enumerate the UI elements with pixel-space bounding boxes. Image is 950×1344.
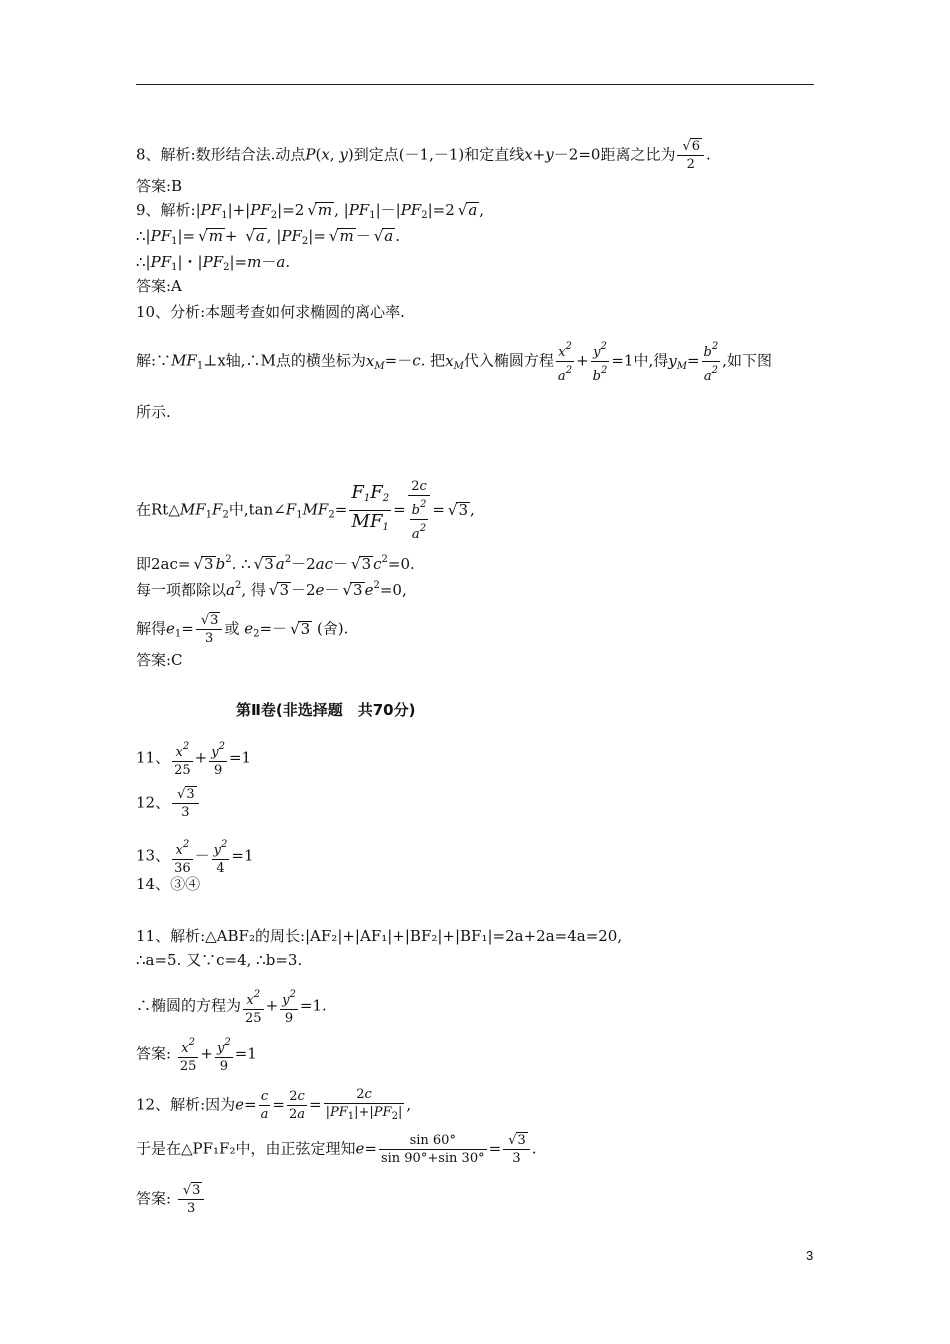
s12-line1: 12、解析:因为e= $\frac{c}{a}$ = $\frac{2c}{2a}$ = $\frac{2c}{|PF_1|+|PF_2|}$ , [136, 1087, 412, 1122]
answer-14: 14、③④ [136, 875, 201, 893]
q9-solution: 9、解析$:|PF_1|+|PF_2|=2√$ m , $|PF_1|-|PF_2|=2√$ a , [136, 200, 484, 226]
q8-solution: 8、解析:数形结合法.动点P(x, y)到定点(－1,－1)和定直线x+y－2=0距离之比为 √ $\frac{6}{2}$ . [136, 138, 711, 173]
s12-answer: 答案: √ $\frac{3}{3}$ [136, 1182, 206, 1217]
q10-step2: 每一项都除以$a^2$, 得√ 3 －2e－√ 3 $e^2=0$, [136, 576, 407, 600]
page-number: 3 [806, 1248, 814, 1263]
section-title: 第Ⅱ卷(非选择题 共70分) [236, 701, 416, 719]
s11-answer: 答案: $\frac{x^2}{25}$ + $\frac{y^2}{9}$ =1 [136, 1034, 257, 1075]
s11-line3: ∴椭圆的方程为 $\frac{x^2}{25}$ + $\frac{y^2}{9}$ =1. [136, 986, 327, 1027]
q10-solution: 解$:\because MF_1\perp x$轴,∴M点的横坐标为$x_M=-c$. 把$x_M$代入椭圆方程 $\frac{x^2}{a^2}$ + $\frac{y^2}{b^2}$ =1中,得$y_M=$ $\frac{b^2}{a^2}$ ,如下图 [136, 338, 772, 385]
q10-tan: 在$Rt\triangle MF_1F_2$中$,\tan\angle F_1MF_2=$ $\frac{F_1F_2}{MF_1}$ = $\frac{2c}{\frac{b^2}{a^2}}$ =√ 3 , [136, 478, 475, 543]
answer-12: 12、 √ $\frac{3}{3}$ [136, 786, 201, 821]
q10-step3: 解得$e_1=$ √ $\frac{3}{3}$ 或 $e_2=-√$ 3 (舍). [136, 612, 348, 647]
q9-step3: $\therefore|PF_1|$・$|PF_2|=m-a$. [136, 253, 291, 273]
answer-13: 13、 $\frac{x^2}{36}$ － $\frac{y^2}{4}$ =1 [136, 836, 254, 877]
q10-answer: 答案:C [136, 651, 183, 669]
answer-11: 11、 $\frac{x^2}{25}$ + $\frac{y^2}{9}$ =1 [136, 738, 251, 779]
q8-answer: 答案:B [136, 177, 183, 195]
q9-answer: 答案:A [136, 277, 182, 295]
s12-line2: 于是在△PF₁F₂中，由正弦定理知e= $\frac{\sin 60^\circ}{\sin 90^\circ+\sin 30^\circ}$ = √ $\frac{3}{3}$ . [136, 1132, 537, 1167]
header-rule [136, 84, 814, 85]
q10-step1: 即2ac=√ 3 $b^2$. ∴√ 3 $a^2-2ac-√$ 3 $c^2=0$. [136, 550, 415, 574]
q9-step2: $\therefore|PF_1|=√$ m + √ a , $|PF_2|=√$ m －√ a . [136, 226, 400, 252]
s11-line2: ∴a=5. 又∵c=4, ∴b=3. [136, 951, 303, 969]
q10-cont: 所示. [136, 403, 171, 421]
s11-line1: 11、解析:△ABF₂的周长:|AF₂|+|AF₁|+|BF₂|+|BF₁|=2a+2a=4a=20, [136, 927, 623, 945]
q10-analysis: 10、分析:本题考查如何求椭圆的离心率. [136, 303, 405, 321]
